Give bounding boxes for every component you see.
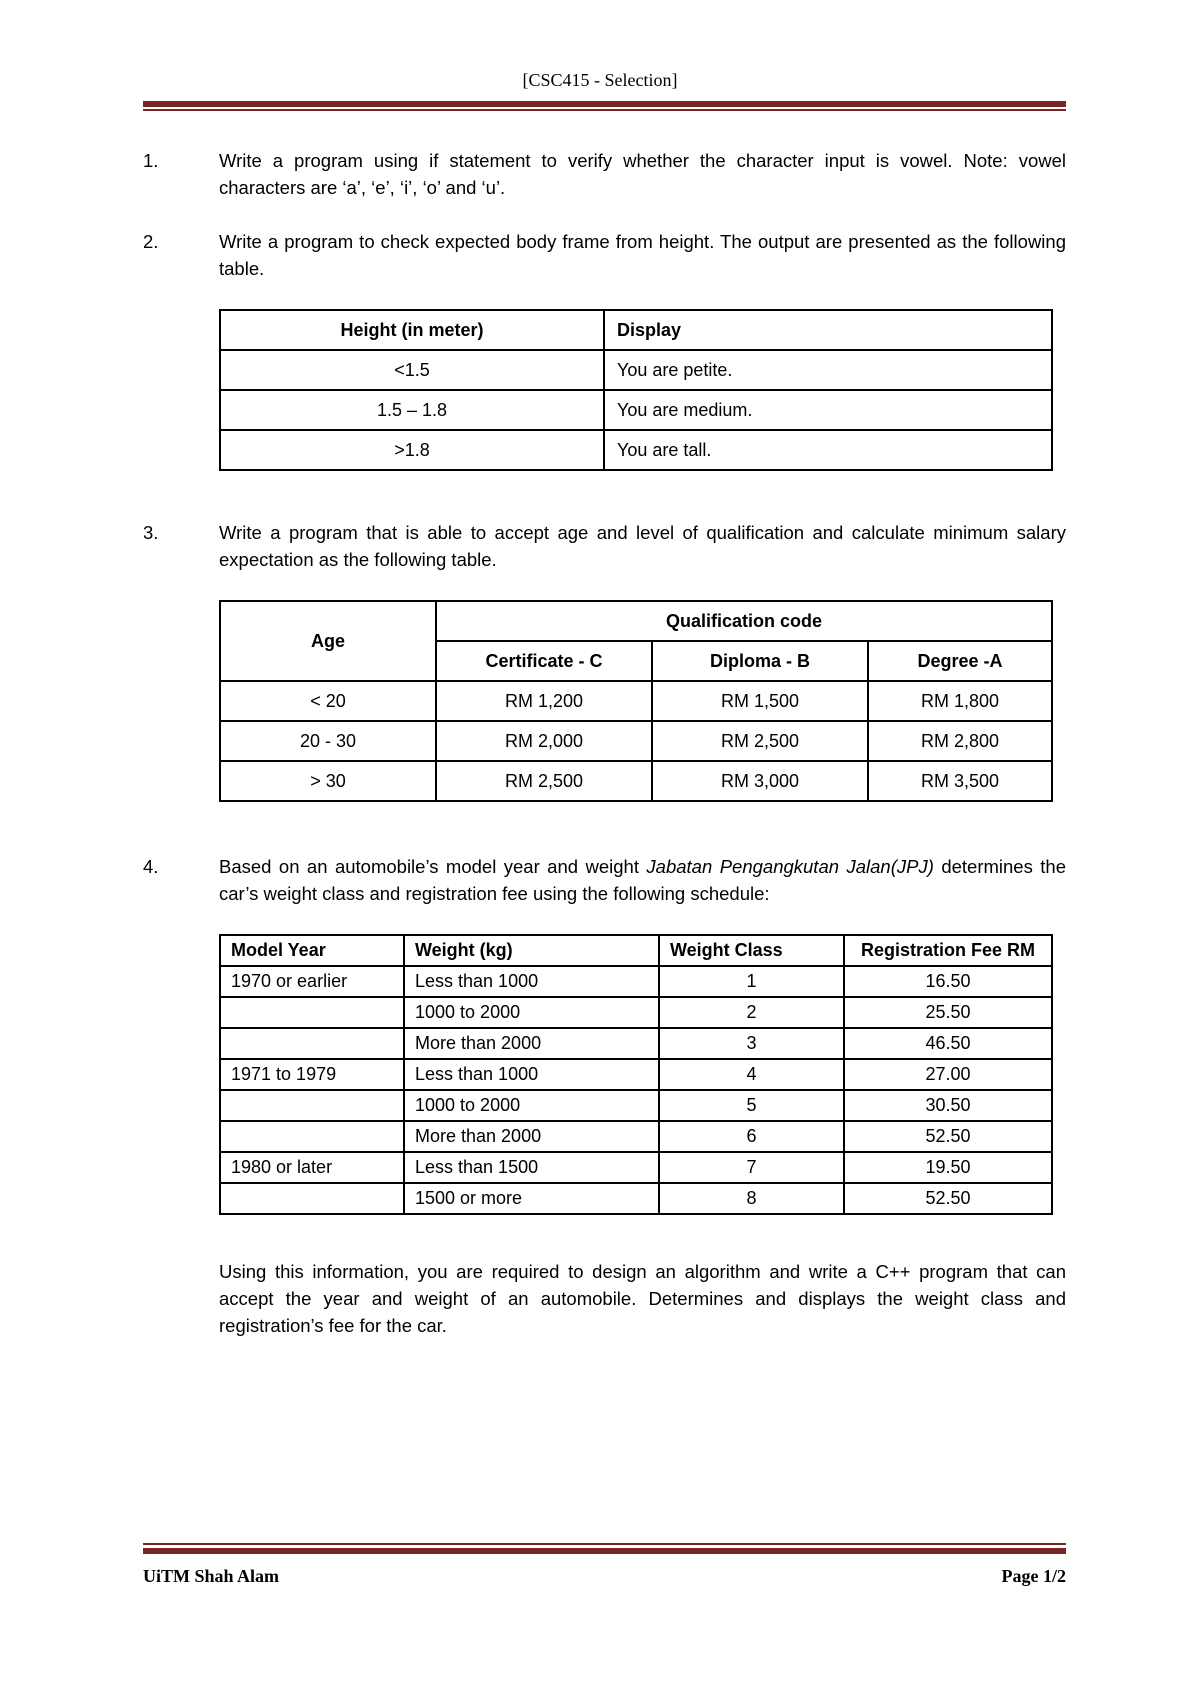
question-text: Write a program to check expected body frame from height. The output are presented as the following table. (219, 231, 1066, 279)
table-cell: 1500 or more (404, 1183, 659, 1214)
table-cell: More than 2000 (404, 1121, 659, 1152)
table-cell: 3 (659, 1028, 844, 1059)
table-header-cell: Certificate - C (436, 641, 652, 681)
table-cell: 1970 or earlier (220, 966, 404, 997)
question-number: 3. (143, 522, 159, 543)
table-cell: You are tall. (604, 430, 1052, 470)
footer-institution: UiTM Shah Alam (143, 1566, 280, 1586)
question-number: 1. (143, 150, 159, 171)
table-cell: 52.50 (844, 1121, 1052, 1152)
table-header-cell: Diploma - B (652, 641, 868, 681)
table-header-cell: Degree -A (868, 641, 1052, 681)
table-row (220, 761, 1052, 801)
table-header-cell: Model Year (220, 935, 404, 966)
page-header-title: [CSC415 - Selection] (522, 70, 678, 90)
table-cell: > 30 (220, 761, 436, 801)
header-rule-thin (143, 109, 1066, 111)
table-cell: RM 2,000 (436, 721, 652, 761)
table-cell: 19.50 (844, 1152, 1052, 1183)
table-cell: 1980 or later (220, 1152, 404, 1183)
table-cell: 2 (659, 997, 844, 1028)
table-header-row (220, 601, 1052, 641)
table-cell: 7 (659, 1152, 844, 1183)
table-cell: 8 (659, 1183, 844, 1214)
question-number: 2. (143, 231, 159, 252)
table-cell: 1000 to 2000 (404, 997, 659, 1028)
table-cell: RM 2,500 (436, 761, 652, 801)
table-cell: More than 2000 (404, 1028, 659, 1059)
table-row (220, 390, 1052, 430)
table-cell: Less than 1000 (404, 1059, 659, 1090)
table-cell: RM 3,000 (652, 761, 868, 801)
table-cell: Less than 1500 (404, 1152, 659, 1183)
table-row (220, 997, 1052, 1028)
table-cell: 1971 to 1979 (220, 1059, 404, 1090)
table-header-cell: Qualification code (436, 601, 1052, 641)
question-text: Write a program using if statement to verify whether the character input is vowel. Note: vowel characters are ‘a’, ‘e’, ‘i’, ‘o’ and ‘u’. (219, 150, 1066, 198)
registration-table (219, 934, 1053, 1215)
table-cell (220, 1183, 404, 1214)
table-row (220, 721, 1052, 761)
table-row (220, 1152, 1052, 1183)
table-cell (220, 997, 404, 1028)
question-text: Write a program that is able to accept age and level of qualification and calculate minimum salary expectation as the following table. (219, 522, 1066, 570)
table-cell: 16.50 (844, 966, 1052, 997)
table-cell: 1.5 – 1.8 (220, 390, 604, 430)
table-cell: 20 - 30 (220, 721, 436, 761)
table-cell: >1.8 (220, 430, 604, 470)
question-text-part: determines the car’s weight class and registration fee using the following schedule: (219, 856, 1066, 904)
footer-rule-thick (143, 1548, 1066, 1554)
table-cell: RM 2,500 (652, 721, 868, 761)
table-cell (220, 1028, 404, 1059)
salary-table (219, 600, 1053, 802)
table-cell: 27.00 (844, 1059, 1052, 1090)
table-header-row (220, 310, 1052, 350)
table-cell: RM 3,500 (868, 761, 1052, 801)
table-row (220, 966, 1052, 997)
question-text (219, 853, 1066, 907)
table-cell: 1000 to 2000 (404, 1090, 659, 1121)
table-cell: You are medium. (604, 390, 1052, 430)
table-cell: RM 2,800 (868, 721, 1052, 761)
table-cell: 6 (659, 1121, 844, 1152)
table-row (220, 1121, 1052, 1152)
header-rule-thick (143, 101, 1066, 107)
table-header-cell: Display (604, 310, 1052, 350)
closing-paragraph (219, 1258, 1066, 1339)
table-cell: 46.50 (844, 1028, 1052, 1059)
question-text-italic: Jabatan Pengangkutan Jalan(JPJ) (646, 856, 934, 877)
table-cell: You are petite. (604, 350, 1052, 390)
table-cell: 30.50 (844, 1090, 1052, 1121)
table-cell: RM 1,800 (868, 681, 1052, 721)
table-row (220, 1183, 1052, 1214)
table-cell: 25.50 (844, 997, 1052, 1028)
footer-rule-thin (143, 1543, 1066, 1545)
table-cell: 4 (659, 1059, 844, 1090)
table-row (220, 350, 1052, 390)
question-text-part: Based on an automobile’s model year and weight (219, 856, 647, 877)
table-cell: 1 (659, 966, 844, 997)
table-cell: RM 1,200 (436, 681, 652, 721)
table-cell (220, 1090, 404, 1121)
table-header-cell: Weight (kg) (404, 935, 659, 966)
question-number: 4. (143, 856, 159, 877)
table-cell: 52.50 (844, 1183, 1052, 1214)
table-cell: <1.5 (220, 350, 604, 390)
table-row (220, 1090, 1052, 1121)
table-header-cell: Age (220, 601, 436, 681)
table-cell: Less than 1000 (404, 966, 659, 997)
table-header-cell: Weight Class (659, 935, 844, 966)
table-header-cell: Height (in meter) (220, 310, 604, 350)
table-cell: 5 (659, 1090, 844, 1121)
table-cell (220, 1121, 404, 1152)
table-cell: RM 1,500 (652, 681, 868, 721)
footer-page-number: Page 1/2 (1001, 1566, 1066, 1586)
table-row (220, 681, 1052, 721)
table-row (220, 1059, 1052, 1090)
closing-text: Using this information, you are required to design an algorithm and write a C++ program that can accept the year and weight of an automobile. Determines and displays the weight class and registration’s fee for the car. (219, 1261, 1066, 1336)
table-row (220, 430, 1052, 470)
table-header-row (220, 935, 1052, 966)
table-header-cell: Registration Fee RM (844, 935, 1052, 966)
table-cell: < 20 (220, 681, 436, 721)
table-row (220, 1028, 1052, 1059)
height-table (219, 309, 1053, 471)
